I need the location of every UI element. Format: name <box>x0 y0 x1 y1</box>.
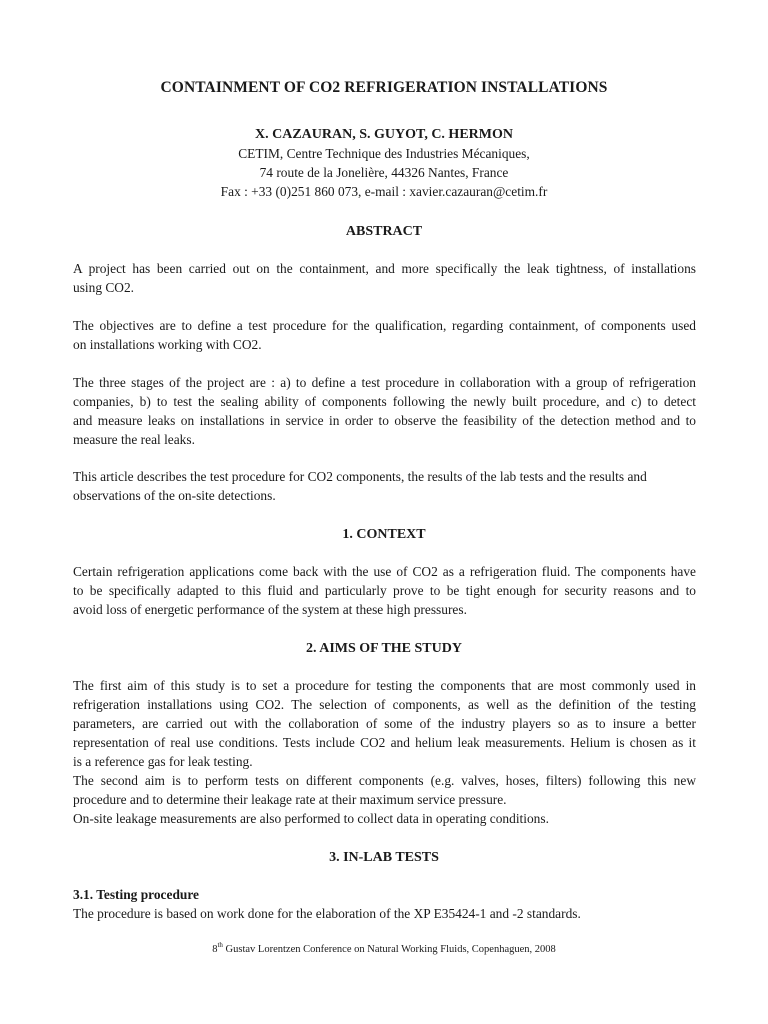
abstract-paragraph <box>73 373 696 449</box>
affiliation-line: Fax : +33 (0)251 860 073, e-mail : xavier.cazauran@cetim.fr <box>220 184 548 199</box>
text-line: procedure and to determine their leakage rate at their maximum service pressure. <box>73 792 507 807</box>
text-line: is a reference gas for leak testing. <box>73 754 253 769</box>
footer-ordinal: 8 <box>212 944 218 955</box>
text-line: On-site leakage measurements are also performed to collect data in operating conditions. <box>73 811 549 826</box>
text-line: representation of real use conditions. Tests include CO2 and helium leak measurements. Helium is chosen as it <box>73 735 696 750</box>
footer-text: Gustav Lorentzen Conference on Natural Working Fluids, Copenhaguen, 2008 <box>222 944 556 955</box>
text-line: The second aim is to perform tests on different components (e.g. valves, hoses, filters) following this new <box>73 773 696 788</box>
text-line: A project has been carried out on the containment, and more specifically the leak tightness, of installations <box>73 261 696 276</box>
text-line: The procedure is based on work done for the elaboration of the XP E35424-1 and -2 standards. <box>73 906 581 921</box>
text-line: observations of the on-site detections. <box>73 488 276 503</box>
footer-superscript: th <box>217 941 223 949</box>
abstract-paragraph <box>73 259 696 297</box>
text-line: companies, b) to test the sealing ability of components following the newly built procedure, and c) to detect <box>73 394 696 409</box>
text-line: This article describes the test procedure for CO2 components, the results of the lab tests and the results and <box>73 469 647 484</box>
aims-paragraph <box>73 676 696 828</box>
text-line: using CO2. <box>73 280 135 295</box>
abstract-heading: ABSTRACT <box>345 224 423 239</box>
section-heading-context: 1. CONTEXT <box>342 527 426 542</box>
abstract-paragraph <box>73 316 696 354</box>
affiliation <box>0 144 768 201</box>
context-paragraph <box>73 562 696 619</box>
affiliation-line: 74 route de la Jonelière, 44326 Nantes, France <box>259 165 509 180</box>
page-footer <box>0 936 768 959</box>
text-line: The first aim of this study is to set a procedure for testing the components that are most commonly used in <box>73 678 696 693</box>
text-line: parameters, are carried out with the collaboration of some of the industry players so as to insure a better <box>73 716 696 731</box>
text-line: avoid loss of energetic performance of the system at these high pressures. <box>73 602 467 617</box>
paper-title: CONTAINMENT OF CO2 REFRIGERATION INSTALLATIONS <box>160 79 608 96</box>
text-line: measure the real leaks. <box>73 432 195 447</box>
text-line: Certain refrigeration applications come back with the use of CO2 as a refrigeration fluid. The components have <box>73 564 696 579</box>
authors: X. CAZAURAN, S. GUYOT, C. HERMON <box>255 127 513 142</box>
section-heading-inlab: 3. IN-LAB TESTS <box>329 850 439 865</box>
text-line: to be specifically adapted to this fluid and particularly prove to be tight enough for security reasons and to <box>73 583 696 598</box>
inlab-paragraph <box>73 904 696 923</box>
affiliation-line: CETIM, Centre Technique des Industries Mécaniques, <box>238 146 530 161</box>
text-line: on installations working with CO2. <box>73 337 262 352</box>
text-line: The objectives are to define a test procedure for the qualification, regarding containment, of components used <box>73 318 696 333</box>
abstract-paragraph <box>73 467 696 505</box>
text-line: and measure leaks on installations in service in order to observe the feasibility of the detection method and to <box>73 413 696 428</box>
subsection-heading: 3.1. Testing procedure <box>73 887 199 902</box>
text-line: The three stages of the project are : a) to define a test procedure in collaboration with a group of refrigeration <box>73 375 696 390</box>
section-heading-aims: 2. AIMS OF THE STUDY <box>306 641 462 656</box>
text-line: refrigeration installations using CO2. The selection of components, as well as the definition of the testing <box>73 697 696 712</box>
